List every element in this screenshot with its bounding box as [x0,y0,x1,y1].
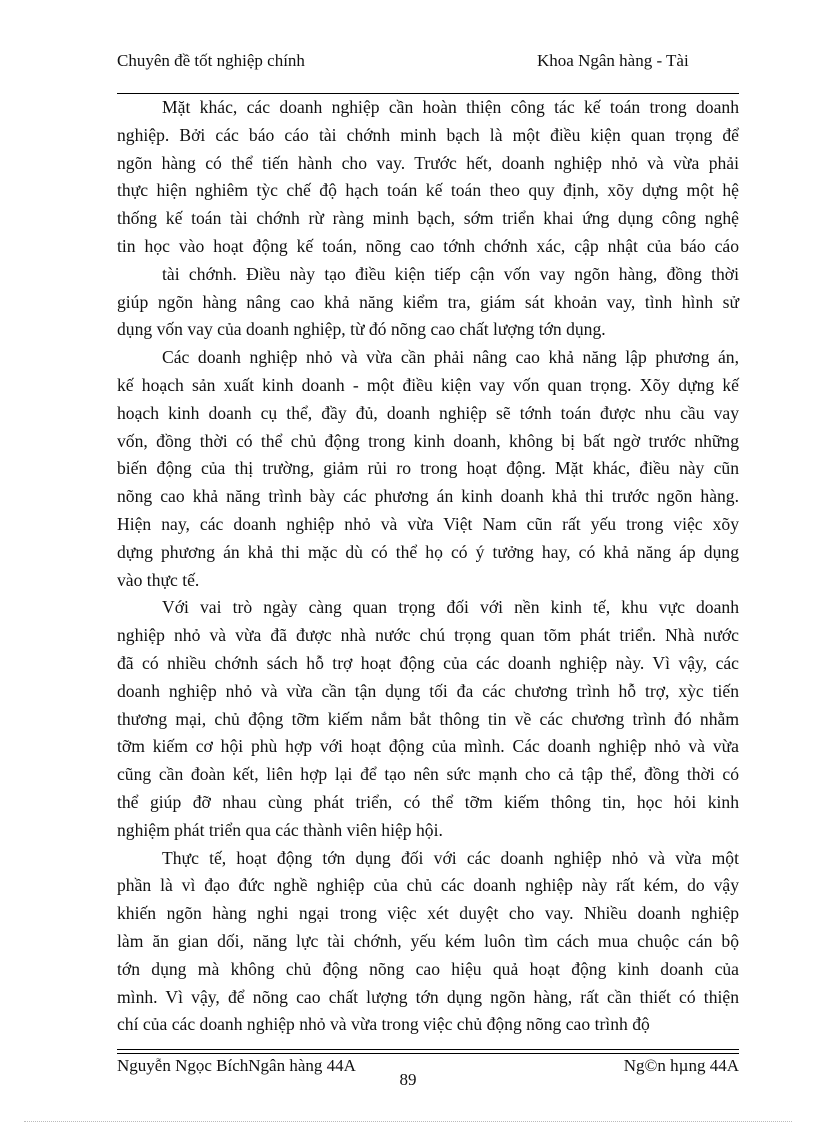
footer-rule-thick [117,1053,739,1054]
paragraph-line: Các doanh nghiệp nhỏ và vừa cần phải nâng cao khả năng lập phương án, [162,347,739,368]
page-number: 89 [399,1070,417,1089]
paragraph-line: nghiệp. Bởi các báo cáo tài chớnh minh bạch là một điều kiện quan trọng để [117,124,739,145]
paragraph-line: doanh nghiệp nhỏ và vừa cần tận dụng tối đa các chương trình hỗ trợ, xỳc tiến [117,680,739,701]
paragraph-line: biến động của thị trường, giảm rủi ro trong hoạt động. Mặt khác, điều này cũn [117,458,739,479]
paragraph-line: ngõn hàng có thể tiến hành cho vay. Trước hết, doanh nghiệp nhỏ và vừa phải [117,152,739,173]
paragraph-line: tài chớnh. Điều này tạo điều kiện tiếp cận vốn vay ngõn hàng, đồng thời [162,263,739,284]
footer-rule-thin [117,1049,739,1050]
paragraph-line: nõng cao khả năng trình bày các phương án kinh doanh khả thi trước ngõn hàng. [117,486,739,507]
paragraph-line: vốn, đồng thời có thể chủ động trong kinh doanh, không bị bất ngờ trước những [117,430,739,451]
paragraph-line: tỡm kiếm cơ hội phù hợp với hoạt động của mình. Các doanh nghiệp nhỏ và vừa [117,736,739,757]
paragraph-line: dụng vốn vay của doanh nghiệp, từ đó nõng cao chất lượng tớn dụng. [117,319,606,340]
paragraph-line: dựng phương án khả thi mặc dù có thể họ có ý tưởng hay, có khả năng áp dụng [117,541,739,562]
paragraph-line: thể giúp đỡ nhau cùng phát triển, có thể tỡm kiếm thông tin, học hỏi kinh [117,791,739,812]
paragraph-line: làm ăn gian dối, năng lực tài chớnh, yếu kém luôn tìm cách mua chuộc cán bộ [117,930,739,951]
paragraph-line: khiến ngõn hàng nghi ngại trong việc xét duyệt cho vay. Nhiều doanh nghiệp [117,903,739,924]
body-text [117,94,739,1039]
paragraph-line: chí của các doanh nghiệp nhỏ và vừa trong việc chủ động nõng cao trình độ [117,1014,650,1035]
paragraph-line: tin học vào hoạt động kế toán, nõng cao tớnh chớnh xác, cập nhật của báo cáo [117,235,739,256]
paragraph-line: thương mại, chủ động tỡm kiếm nắm bắt thông tin về các chương trình đó nhằm [117,708,739,729]
paragraph-line: giúp ngõn hàng nâng cao khả năng kiểm tra, giám sát khoản vay, tình hình sử [117,291,739,312]
paragraph-line: nghiệp nhỏ và vừa đã được nhà nước chú trọng quan tõm phát triển. Nhà nước [117,625,739,646]
paragraph-line: nghiệm phát triển qua các thành viên hiệp hội. [117,819,443,840]
paragraph-line: cũng cần đoàn kết, liên hợp lại để tạo nên sức mạnh cho cả tập thể, đồng thời có [117,764,739,785]
paragraph-line: thực hiện nghiêm tỳc chế độ hạch toán kế toán theo quy định, xõy dựng một hệ [117,180,739,201]
header-left-title: Chuyên đề tốt nghiệp chính [117,51,305,70]
paragraph-line: Hiện nay, các doanh nghiệp nhỏ và vừa Việt Nam cũn rất yếu trong việc xõy [117,513,739,534]
paragraph-line: đã có nhiều chớnh sách hỗ trợ hoạt động của các doanh nghiệp này. Vì vậy, các [117,652,739,673]
paragraph-line: vào thực tế. [117,569,200,590]
paragraph-line: thống kế toán tài chớnh rừ ràng minh bạch, sớm triển khai ứng dụng công nghệ [117,208,739,229]
header-right-title: Khoa Ngân hàng - Tài [537,51,689,70]
paragraph-line: phần là vì đạo đức nghề nghiệp của chủ các doanh nghiệp này rất kém, do vậy [117,875,739,896]
footer-author: Nguyễn Ngọc BíchNgân hàng 44A [117,1056,356,1075]
paragraph-line: Thực tế, hoạt động tớn dụng đối với các doanh nghiệp nhỏ và vừa một [162,847,739,868]
paragraph-line: tớn dụng mà không chủ động nõng cao hiệu quả hoạt động kinh doanh của [117,958,739,979]
paragraph-line: Với vai trò ngày càng quan trọng đối với nền kinh tế, khu vực doanh [162,597,739,618]
page-boundary [24,1121,792,1122]
paragraph-line: kế hoạch sản xuất kinh doanh - một điều kiện vay vốn quan trọng. Xõy dựng kế [117,374,739,395]
footer-department: Ng©n hµng 44A [623,1056,739,1075]
paragraph-line: hoạch kinh doanh cụ thể, đầy đủ, doanh nghiệp sẽ tớnh toán được nhu cầu vay [117,402,739,423]
paragraph-line: Mặt khác, các doanh nghiệp cần hoàn thiện công tác kế toán trong doanh [162,97,739,117]
paragraph-line: mình. Vì vậy, để nõng cao chất lượng tớn dụng ngõn hàng, rất cần thiết có thiện [117,986,739,1007]
